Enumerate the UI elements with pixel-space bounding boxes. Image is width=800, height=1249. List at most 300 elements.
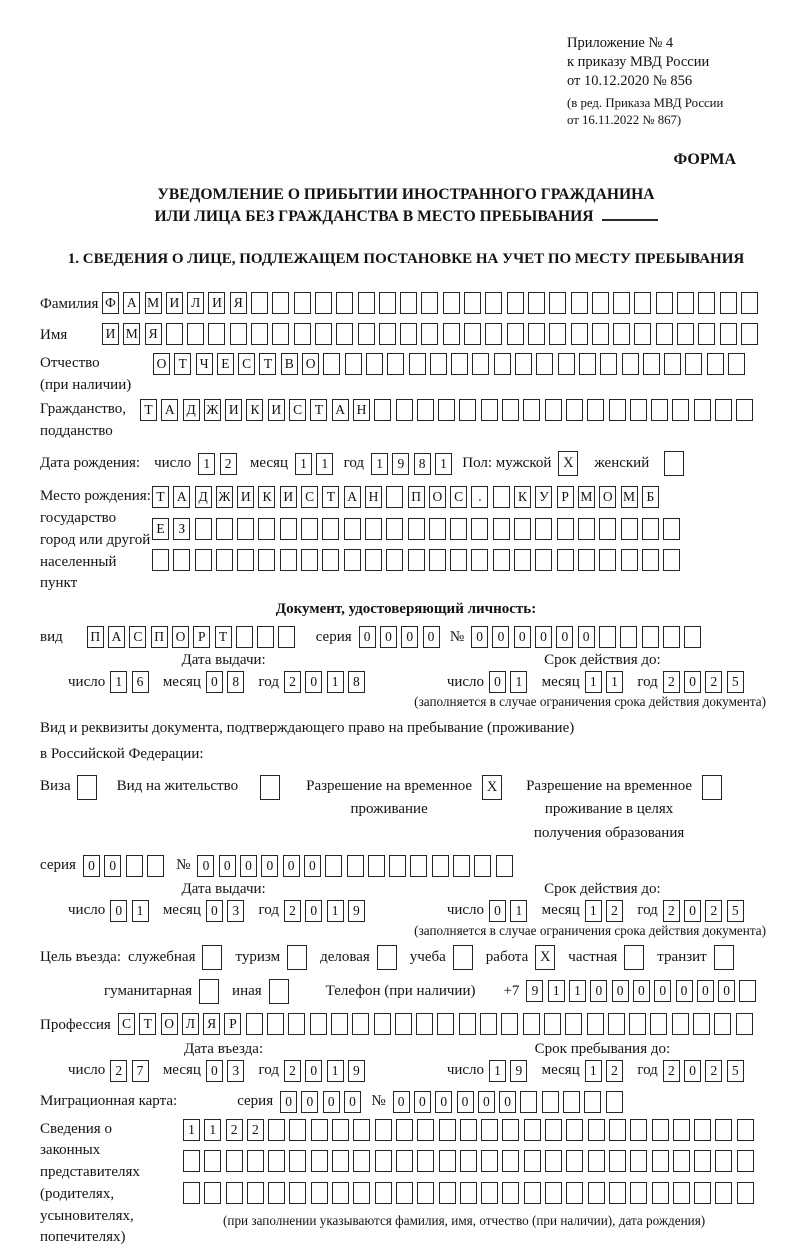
char-cell (545, 1182, 562, 1204)
birth-year-cells (371, 453, 456, 475)
char-cell (656, 292, 673, 314)
char-cell (443, 323, 460, 345)
option-label-line: Разрешение на временное (526, 778, 693, 795)
char-cell (642, 518, 659, 540)
purpose-business-label: деловая (320, 948, 370, 965)
edition-reference (567, 95, 772, 128)
char-cell: 9 (510, 1060, 527, 1082)
purpose-study-label: учеба (409, 948, 446, 965)
entry-date-heading: Дата въезда: (184, 1040, 264, 1057)
char-cell (707, 353, 724, 375)
month-label: месяц (162, 1062, 201, 1079)
char-cell: И (102, 323, 119, 345)
char-cell (630, 399, 647, 421)
birth-place-label-line: Место рождения: (40, 488, 151, 505)
char-cell (663, 518, 680, 540)
char-cell (453, 855, 470, 877)
patronymic-row (40, 353, 772, 397)
char-cell (375, 1182, 392, 1204)
char-cell: И (237, 486, 254, 508)
purpose-transit-checkbox (714, 945, 734, 970)
patronymic-label-line: (при наличии) (40, 377, 132, 394)
char-cell (643, 353, 660, 375)
purpose-study-checkbox (453, 945, 473, 970)
purpose-tourism-checkbox (287, 945, 307, 970)
char-cell (389, 855, 406, 877)
option-temporary-permit-label (306, 775, 472, 822)
purpose-other-label: иная (232, 982, 262, 999)
visit-purpose-label: Цель въезда: (40, 948, 121, 965)
char-cell (650, 1013, 667, 1035)
char-cell (523, 1013, 540, 1035)
purpose-work-checkbox: X (535, 945, 555, 970)
birth-day-cells (198, 453, 241, 475)
char-cell: 0 (684, 900, 701, 922)
char-cell (460, 1182, 477, 1204)
char-cell (609, 1182, 626, 1204)
char-cell: 0 (478, 1091, 495, 1113)
char-cell (673, 1182, 690, 1204)
char-cell (613, 323, 630, 345)
char-cell (514, 549, 531, 571)
char-cell (694, 1119, 711, 1141)
char-cell: О (429, 486, 446, 508)
appendix-reference (567, 34, 772, 91)
char-cell: 2 (705, 671, 722, 693)
char-cell (421, 323, 438, 345)
phone-label: Телефон (при наличии) (325, 982, 476, 999)
char-cell (345, 353, 362, 375)
char-cell: Т (140, 399, 157, 421)
char-cell (587, 1013, 604, 1035)
edition-line: от 16.11.2022 № 867) (567, 113, 682, 127)
migration-card-row (40, 1091, 772, 1113)
char-cell (502, 1119, 519, 1141)
char-cell (520, 1091, 537, 1113)
representatives-label-line: (родителях, (40, 1185, 115, 1202)
option-label-line: получения образования (533, 824, 685, 841)
char-cell (432, 855, 449, 877)
char-cell: 1 (435, 453, 452, 475)
issue-month-cells (206, 900, 249, 922)
char-cell (493, 549, 510, 571)
issue-year-cells (284, 671, 369, 693)
residence-issue-date (68, 881, 379, 922)
option-education-permit-label (526, 775, 692, 845)
representatives-label-line: Сведения о (40, 1120, 112, 1137)
char-cell: Е (152, 518, 169, 540)
char-cell: 0 (110, 900, 127, 922)
appendix-line: от 10.12.2020 № 856 (567, 73, 693, 90)
char-cell: 0 (219, 855, 236, 877)
char-cell (204, 1182, 221, 1204)
char-cell (288, 1013, 305, 1035)
char-cell (621, 518, 638, 540)
char-cell (237, 518, 254, 540)
char-cell: Т (174, 353, 191, 375)
char-cell (395, 1013, 412, 1035)
char-cell: С (129, 626, 146, 648)
char-cell: 0 (206, 1060, 223, 1082)
char-cell (396, 399, 413, 421)
sex-male-checkbox: X (558, 451, 578, 476)
char-cell (166, 323, 183, 345)
given-name-row (40, 323, 772, 347)
option-label-line: Разрешение на временное (306, 778, 473, 795)
char-cell: О (302, 353, 319, 375)
char-cell (694, 1150, 711, 1172)
char-cell (257, 626, 274, 648)
purpose-other-checkbox (269, 979, 289, 1004)
option-temporary-permit-checkbox: X (482, 775, 502, 800)
char-cell: В (281, 353, 298, 375)
char-cell: 5 (727, 671, 744, 693)
char-cell (387, 353, 404, 375)
char-cell (147, 855, 164, 877)
char-cell (741, 323, 758, 345)
char-cell (720, 323, 737, 345)
char-cell (408, 518, 425, 540)
char-cell (566, 399, 583, 421)
char-cell: П (87, 626, 104, 648)
identity-type-label: вид (40, 628, 63, 645)
char-cell: 0 (206, 900, 223, 922)
entry-year-cells (284, 1060, 369, 1082)
char-cell (588, 1150, 605, 1172)
sex-female-checkbox (664, 451, 684, 476)
char-cell (545, 1119, 562, 1141)
char-cell (396, 1119, 413, 1141)
char-cell (685, 353, 702, 375)
char-cell (358, 323, 375, 345)
char-cell: А (123, 292, 140, 314)
char-cell (365, 518, 382, 540)
char-cell (693, 1013, 710, 1035)
identity-doc-dates (40, 652, 772, 693)
purpose-business-checkbox (377, 945, 397, 970)
char-cell: У (535, 486, 552, 508)
char-cell: 0 (261, 855, 278, 877)
issue-date-heading: Дата выдачи: (181, 652, 266, 669)
char-cell (677, 292, 694, 314)
option-label-line: проживание (350, 801, 428, 818)
char-cell (246, 1013, 263, 1035)
char-cell: 0 (697, 980, 714, 1002)
char-cell (216, 549, 233, 571)
identity-number-cells (471, 626, 705, 648)
representatives-label-line: представителях (40, 1164, 140, 1181)
char-cell (195, 518, 212, 540)
purpose-private-checkbox (624, 945, 644, 970)
char-cell (386, 518, 403, 540)
given-name-label: Имя (40, 326, 68, 343)
char-cell: Д (195, 486, 212, 508)
char-cell (613, 292, 630, 314)
char-cell (502, 1182, 519, 1204)
char-cell (396, 1182, 413, 1204)
char-cell: 8 (227, 671, 244, 693)
char-cell (408, 549, 425, 571)
char-cell: Б (642, 486, 659, 508)
char-cell: 0 (280, 1091, 297, 1113)
char-cell (622, 353, 639, 375)
char-cell: М (145, 292, 162, 314)
char-cell: 1 (327, 671, 344, 693)
char-cell: О (599, 486, 616, 508)
month-label: месяц (162, 902, 201, 919)
char-cell: С (450, 486, 467, 508)
char-cell: А (161, 399, 178, 421)
option-visa (40, 775, 97, 800)
char-cell: 0 (401, 626, 418, 648)
char-cell: 0 (305, 1060, 322, 1082)
char-cell (664, 353, 681, 375)
char-cell (694, 399, 711, 421)
char-cell (315, 292, 332, 314)
valid-date-heading: Срок действия до: (544, 880, 661, 897)
char-cell: Я (203, 1013, 220, 1035)
char-cell (208, 323, 225, 345)
char-cell (542, 1091, 559, 1113)
char-cell: 1 (110, 671, 127, 693)
char-cell: 0 (489, 671, 506, 693)
char-cell (267, 1013, 284, 1035)
identity-type-cells (87, 626, 300, 648)
char-cell: 0 (83, 855, 100, 877)
char-cell: Ж (204, 399, 221, 421)
char-cell (485, 292, 502, 314)
char-cell (417, 1150, 434, 1172)
option-residence-permit (117, 775, 280, 800)
char-cell: 1 (585, 1060, 602, 1082)
char-cell (471, 518, 488, 540)
char-cell: О (153, 353, 170, 375)
char-cell (344, 518, 361, 540)
char-cell (368, 855, 385, 877)
char-cell (634, 323, 651, 345)
char-cell (736, 1013, 753, 1035)
char-cell: Р (224, 1013, 241, 1035)
char-cell: 5 (727, 900, 744, 922)
char-cell: Р (193, 626, 210, 648)
valid-year-cells (663, 671, 748, 693)
citizenship-row (40, 399, 772, 443)
char-cell: Р (557, 486, 574, 508)
char-cell (481, 1182, 498, 1204)
char-cell: 0 (206, 671, 223, 693)
representatives-label-line: усыновителях, (40, 1207, 134, 1224)
char-cell (322, 518, 339, 540)
char-cell (187, 323, 204, 345)
char-cell (515, 353, 532, 375)
residence-series-row (40, 855, 772, 877)
char-cell (694, 1182, 711, 1204)
char-cell (386, 486, 403, 508)
char-cell (472, 353, 489, 375)
year-label: год (637, 1062, 658, 1079)
char-cell (672, 399, 689, 421)
representatives-label (40, 1119, 183, 1249)
char-cell (417, 1182, 434, 1204)
char-cell (450, 518, 467, 540)
profession-row (40, 1013, 772, 1037)
char-cell (684, 626, 701, 648)
char-cell (557, 549, 574, 571)
char-cell: 0 (104, 855, 121, 877)
char-cell (438, 399, 455, 421)
month-label: месяц (162, 673, 201, 690)
char-cell (642, 549, 659, 571)
char-cell: 0 (301, 1091, 318, 1113)
char-cell (268, 1182, 285, 1204)
char-cell (630, 1182, 647, 1204)
char-cell: 0 (499, 1091, 516, 1113)
valid-day-cells (489, 900, 532, 922)
char-cell: 1 (510, 900, 527, 922)
char-cell (493, 518, 510, 540)
char-cell: 2 (606, 900, 623, 922)
char-cell: 9 (348, 1060, 365, 1082)
char-cell: 1 (606, 671, 623, 693)
char-cell: 1 (569, 980, 586, 1002)
birth-place-cells (152, 486, 684, 581)
char-cell (599, 518, 616, 540)
char-cell (439, 1182, 456, 1204)
char-cell (459, 1013, 476, 1035)
char-cell: 0 (489, 900, 506, 922)
char-cell: 8 (348, 671, 365, 693)
char-cell (728, 353, 745, 375)
char-cell (352, 1013, 369, 1035)
char-cell (535, 549, 552, 571)
char-cell (578, 549, 595, 571)
char-cell: 0 (414, 1091, 431, 1113)
char-cell (737, 1150, 754, 1172)
citizenship-label-line: Гражданство, (40, 400, 127, 417)
char-cell: Ч (196, 353, 213, 375)
char-cell: 0 (684, 671, 701, 693)
char-cell (536, 353, 553, 375)
char-cell: 1 (316, 453, 333, 475)
birth-place-row3-cells (152, 549, 684, 571)
char-cell (325, 855, 342, 877)
char-cell (714, 1013, 731, 1035)
char-cell (216, 518, 233, 540)
char-cell (544, 1013, 561, 1035)
char-cell (566, 1119, 583, 1141)
char-cell (278, 626, 295, 648)
char-cell: 0 (676, 980, 693, 1002)
char-cell (379, 323, 396, 345)
char-cell (557, 518, 574, 540)
char-cell: 1 (132, 900, 149, 922)
char-cell: 2 (705, 1060, 722, 1082)
char-cell (358, 292, 375, 314)
option-residence-permit-checkbox (260, 775, 280, 800)
section1-heading: 1. СВЕДЕНИЯ О ЛИЦЕ, ПОДЛЕЖАЩЕМ ПОСТАНОВКЕ НА УЧЕТ ПО МЕСТУ ПРЕБЫВАНИЯ (67, 250, 745, 267)
char-cell (563, 1091, 580, 1113)
char-cell: О (161, 1013, 178, 1035)
char-cell (396, 1150, 413, 1172)
char-cell (416, 1013, 433, 1035)
option-education-permit-checkbox (702, 775, 722, 800)
char-cell (737, 1182, 754, 1204)
residence-doc-note: (заполняется в случае ограничения срока действия документа) (414, 922, 766, 938)
char-cell (565, 1013, 582, 1035)
char-cell: К (246, 399, 263, 421)
char-cell: 1 (183, 1119, 200, 1141)
char-cell (315, 323, 332, 345)
char-cell (736, 399, 753, 421)
char-cell: 9 (526, 980, 543, 1002)
day-label: число (68, 1062, 106, 1079)
char-cell: И (280, 486, 297, 508)
char-cell: 0 (471, 626, 488, 648)
identity-doc-note: (заполняется в случае ограничения срока действия документа) (414, 694, 766, 710)
char-cell (126, 855, 143, 877)
char-cell (663, 626, 680, 648)
char-cell (374, 1013, 391, 1035)
char-cell (311, 1119, 328, 1141)
char-cell: А (332, 399, 349, 421)
char-cell: А (173, 486, 190, 508)
char-cell (464, 323, 481, 345)
char-cell (439, 1119, 456, 1141)
char-cell: 0 (590, 980, 607, 1002)
surname-cells (102, 292, 762, 314)
char-cell (621, 549, 638, 571)
char-cell (280, 518, 297, 540)
char-cell (226, 1150, 243, 1172)
purpose-work-label: работа (485, 948, 529, 965)
year-label: год (258, 1062, 279, 1079)
representatives-label-line: законных (40, 1142, 101, 1159)
char-cell: Д (183, 399, 200, 421)
year-label: год (258, 902, 279, 919)
char-cell (251, 323, 268, 345)
birth-place-row1-cells (152, 486, 684, 508)
char-cell: 1 (327, 1060, 344, 1082)
char-cell (375, 1119, 392, 1141)
char-cell (566, 1182, 583, 1204)
issue-month-cells (206, 671, 249, 693)
purpose-official-label: служебная (127, 948, 196, 965)
char-cell: П (408, 486, 425, 508)
representatives-row1-cells (183, 1119, 758, 1141)
char-cell (400, 292, 417, 314)
char-cell (289, 1119, 306, 1141)
representatives-block (40, 1119, 772, 1249)
citizenship-label-line: подданство (40, 422, 113, 439)
stay-year-cells (663, 1060, 748, 1082)
char-cell (584, 1091, 601, 1113)
char-cell: 7 (132, 1060, 149, 1082)
char-cell: М (578, 486, 595, 508)
char-cell (247, 1182, 264, 1204)
char-cell (417, 399, 434, 421)
char-cell (587, 399, 604, 421)
day-label: число (446, 1062, 485, 1079)
char-cell: 2 (663, 900, 680, 922)
migration-series-cells (280, 1091, 365, 1113)
char-cell: 8 (414, 453, 431, 475)
residence-options-row (40, 775, 772, 845)
char-cell (183, 1150, 200, 1172)
char-cell: 2 (110, 1060, 127, 1082)
char-cell (535, 518, 552, 540)
char-cell (523, 399, 540, 421)
identity-doc-heading: Документ, удостоверяющий личность: (275, 601, 537, 618)
